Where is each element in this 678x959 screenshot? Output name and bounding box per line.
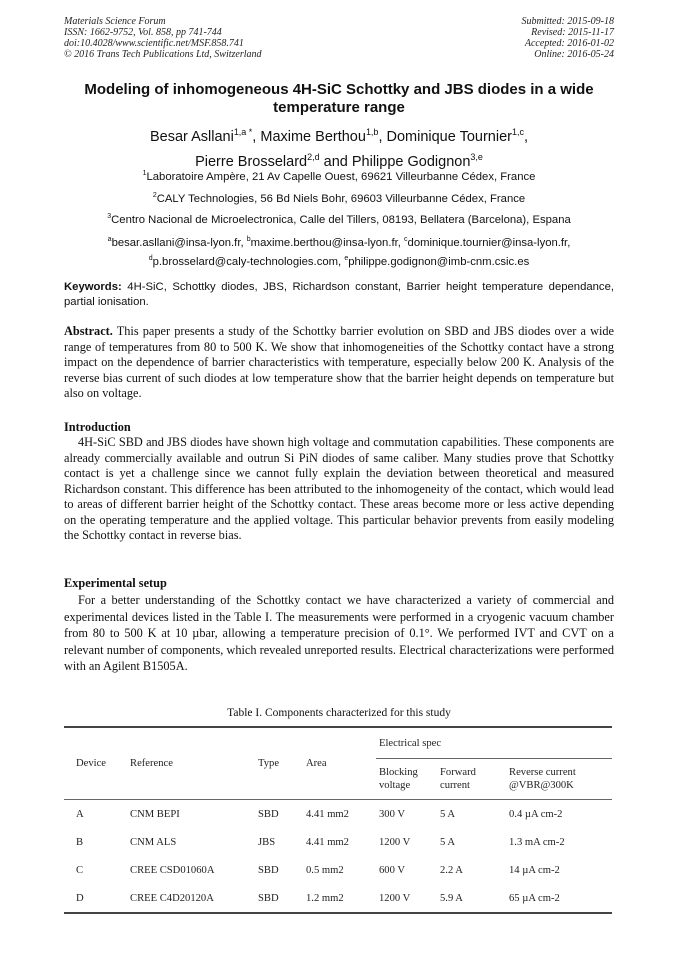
- table-row: [64, 828, 612, 856]
- affiliation-text: CALY Technologies, 56 Bd Niels Bohr, 69603 Villeurbanne Cédex, France: [156, 192, 526, 205]
- cell-type: SBD: [258, 864, 279, 876]
- header-line: voltage: [379, 780, 411, 791]
- cell-reference: CREE CSD01060A: [130, 864, 215, 876]
- revised-date: Revised: 2015-11-17: [531, 27, 614, 38]
- header-line: Reverse current: [509, 767, 576, 778]
- cell-reverse-current: 1.3 mA cm-2: [509, 836, 565, 848]
- email-mark: b: [246, 236, 251, 243]
- accepted-date: Accepted: 2016-01-02: [524, 38, 614, 49]
- journal-issn: ISSN: 1662-9752, Vol. 858, pp 741-744: [64, 27, 222, 38]
- journal-name: Materials Science Forum: [64, 16, 166, 27]
- cell-reference: CNM ALS: [130, 836, 177, 848]
- table-row: [64, 856, 612, 884]
- header-line: Forward: [440, 767, 476, 778]
- email-address[interactable]: maxime.berthou@insa-lyon.fr: [250, 236, 398, 249]
- cell-blocking-voltage: 1200 V: [379, 836, 411, 848]
- header-line: current: [440, 780, 470, 791]
- cell-area: 4.41 mm2: [306, 808, 349, 820]
- cell-blocking-voltage: 1200 V: [379, 892, 411, 904]
- cell-forward-current: 5 A: [440, 836, 456, 848]
- cell-device: A: [76, 808, 84, 820]
- keywords-text: 4H-SiC, Schottky diodes, JBS, Richardson constant, Barrier height temperature dependance, partial ionisation.: [64, 281, 615, 308]
- cell-device: D: [76, 892, 84, 904]
- affiliation-mark: 2: [152, 192, 157, 199]
- affiliation-mark: 1: [142, 170, 147, 177]
- cell-reference: CNM BEPI: [130, 808, 180, 820]
- author-affiliation-mark: 1,a *: [233, 127, 253, 137]
- email-mark: d: [148, 254, 153, 262]
- paper-title: Modeling of inhomogeneous 4H-SiC Schottky and JBS diodes in a wide temperature range: [84, 81, 594, 116]
- cell-type: SBD: [258, 892, 279, 904]
- author-affiliation-mark: 3,e: [470, 151, 483, 162]
- cell-device: C: [76, 864, 84, 876]
- journal-header: [64, 16, 262, 60]
- submitted-date: Submitted: 2015-09-18: [521, 16, 614, 27]
- table-row: [64, 800, 612, 829]
- email-mark: e: [344, 254, 349, 262]
- email-address[interactable]: p.brosselard@caly-technologies.com: [152, 255, 339, 268]
- author-name: Philippe Godignon: [351, 153, 471, 170]
- author-name: Pierre Brosselard: [195, 153, 308, 170]
- affiliation-text: Laboratoire Ampère, 21 Av Capelle Ouest, 69621 Villeurbanne Cédex, France: [146, 170, 536, 183]
- introduction-text: 4H-SiC SBD and JBS diodes have shown high voltage and commutation capabilities. These components are already commercially available and outrun Si PiN diodes of same caliber. Many studies prove that Schottky contact is yet a challenge since we cannot fully explain the deviation between theoretical and measured Richardson constant. This difference has been attributed to the inhomogeneity of the contact, which would lead to areas of different barrier height of the Schottky contact. These areas become more or less active depending on the operating temperature and the applied voltage. This particular behavior prevents from easily modeling the Schottky contact in reverse bias.: [64, 435, 614, 542]
- components-table: [64, 726, 612, 914]
- column-header-device: Device: [64, 728, 130, 800]
- section-heading-introduction: Introduction: [64, 420, 131, 434]
- column-header-forward-current: [440, 759, 509, 800]
- header-line: Blocking: [379, 767, 418, 778]
- author-name: Dominique Tournier: [386, 128, 512, 145]
- cell-reverse-current: 0.4 µA cm-2: [509, 808, 563, 820]
- cell-type: SBD: [258, 808, 279, 820]
- abstract-text: This paper presents a study of the Schottky barrier evolution on SBD and JBS diodes over a wide range of temperatures from 80 to 500 K. We show that inhomogeneities of the Schottky contact have a strong impact on the dependence of barrier characteristics with temperature, especially below 200 K. Analysis of the reverse bias current of such diodes at low temperature show that the barrier height depends on temperature but also on voltage.: [64, 324, 614, 400]
- author-affiliation-mark: 1,c: [511, 127, 524, 137]
- journal-copyright: © 2016 Trans Tech Publications Ltd, Switzerland: [64, 49, 262, 60]
- author-list: Besar Asllani$^{1,a *}$, Maxime Berthou$^{1,b}$, Dominique Tournier$^{1,c}$, Pierre Brosselard$^{2,d}$ and Philippe Godignon$^{3,e}$: [149, 127, 528, 170]
- table-row: [64, 884, 612, 912]
- email-mark: a: [107, 236, 112, 243]
- column-header-type: Type: [258, 728, 306, 800]
- email-address[interactable]: dominique.tournier@insa-lyon.fr: [407, 236, 568, 249]
- table-caption: Table I. Components characterized for this study: [227, 707, 451, 719]
- email-list: $^a$besar.asllani@insa-lyon.fr, $^b$maxime.berthou@insa-lyon.fr, $^c$dominique.tournier@insa-lyon.fr, $^d$p.brosselard@caly-technologies.com, $^e$philippe.godignon@imb-cnm.csic.es: [107, 236, 571, 268]
- cell-area: 1.2 mm2: [306, 892, 344, 904]
- cell-reverse-current: 65 µA cm-2: [509, 892, 560, 904]
- cell-area: 0.5 mm2: [306, 864, 344, 876]
- affiliation-mark: 3: [107, 213, 112, 220]
- column-header-reverse-current: [509, 759, 612, 800]
- cell-forward-current: 5 A: [440, 808, 456, 820]
- cell-reverse-current: 14 µA cm-2: [509, 864, 560, 876]
- email-address[interactable]: besar.asllani@insa-lyon.fr: [111, 236, 241, 249]
- column-header-reference: Reference: [130, 728, 258, 800]
- keywords-label: Keywords:: [64, 281, 122, 293]
- cell-device: B: [76, 836, 84, 848]
- cell-forward-current: 2.2 A: [440, 864, 463, 876]
- column-header-area: Area: [306, 728, 376, 800]
- cell-area: 4.41 mm2: [306, 836, 349, 848]
- online-date: Online: 2016-05-24: [534, 49, 614, 60]
- journal-doi: doi:10.4028/www.scientific.net/MSF.858.741: [64, 38, 244, 49]
- cell-type: JBS: [258, 836, 276, 848]
- affiliation-text: Centro Nacional de Microelectronica, Calle del Tillers, 08193, Bellatera (Barcelona), Espana: [111, 213, 571, 226]
- affiliation: [64, 210, 614, 227]
- affiliation: [64, 167, 614, 184]
- author-connector: and: [323, 153, 348, 170]
- experimental-text: For a better understanding of the Schottky contact we have characterized a variety of commercial and experimental devices listed in the Table I. The measurements were performed in a cryogenic vacuum chamber from 80 to 500 K at 10 µbar, allowing a temperature precision of 0.1°. We performed IVT and CVT on a relevant number of components, which revealed unreported results. Electrical characterizations were performed with an Agilent B1505A.: [64, 593, 614, 673]
- dates-header: [522, 16, 615, 60]
- author-affiliation-mark: 1,b: [365, 127, 379, 137]
- section-heading-experimental: Experimental setup: [64, 576, 167, 590]
- author-affiliation-mark: 2,d: [307, 151, 320, 162]
- cell-reference: CREE C4D20120A: [130, 892, 214, 904]
- cell-blocking-voltage: 300 V: [379, 808, 405, 820]
- abstract: [64, 324, 614, 402]
- author-name: Besar Asllani: [149, 128, 234, 145]
- email-address[interactable]: philippe.godignon@imb-cnm.csic.es: [348, 255, 530, 268]
- affiliation: [64, 189, 614, 206]
- cell-forward-current: 5.9 A: [440, 892, 463, 904]
- keywords: [64, 280, 614, 310]
- author-name: Maxime Berthou: [260, 128, 366, 145]
- cell-blocking-voltage: 600 V: [379, 864, 405, 876]
- column-group-electrical-spec: Electrical spec: [376, 728, 612, 759]
- header-line: @VBR@300K: [509, 780, 574, 791]
- abstract-label: Abstract.: [64, 324, 113, 338]
- column-header-blocking-voltage: [376, 759, 440, 800]
- email-mark: c: [404, 236, 408, 243]
